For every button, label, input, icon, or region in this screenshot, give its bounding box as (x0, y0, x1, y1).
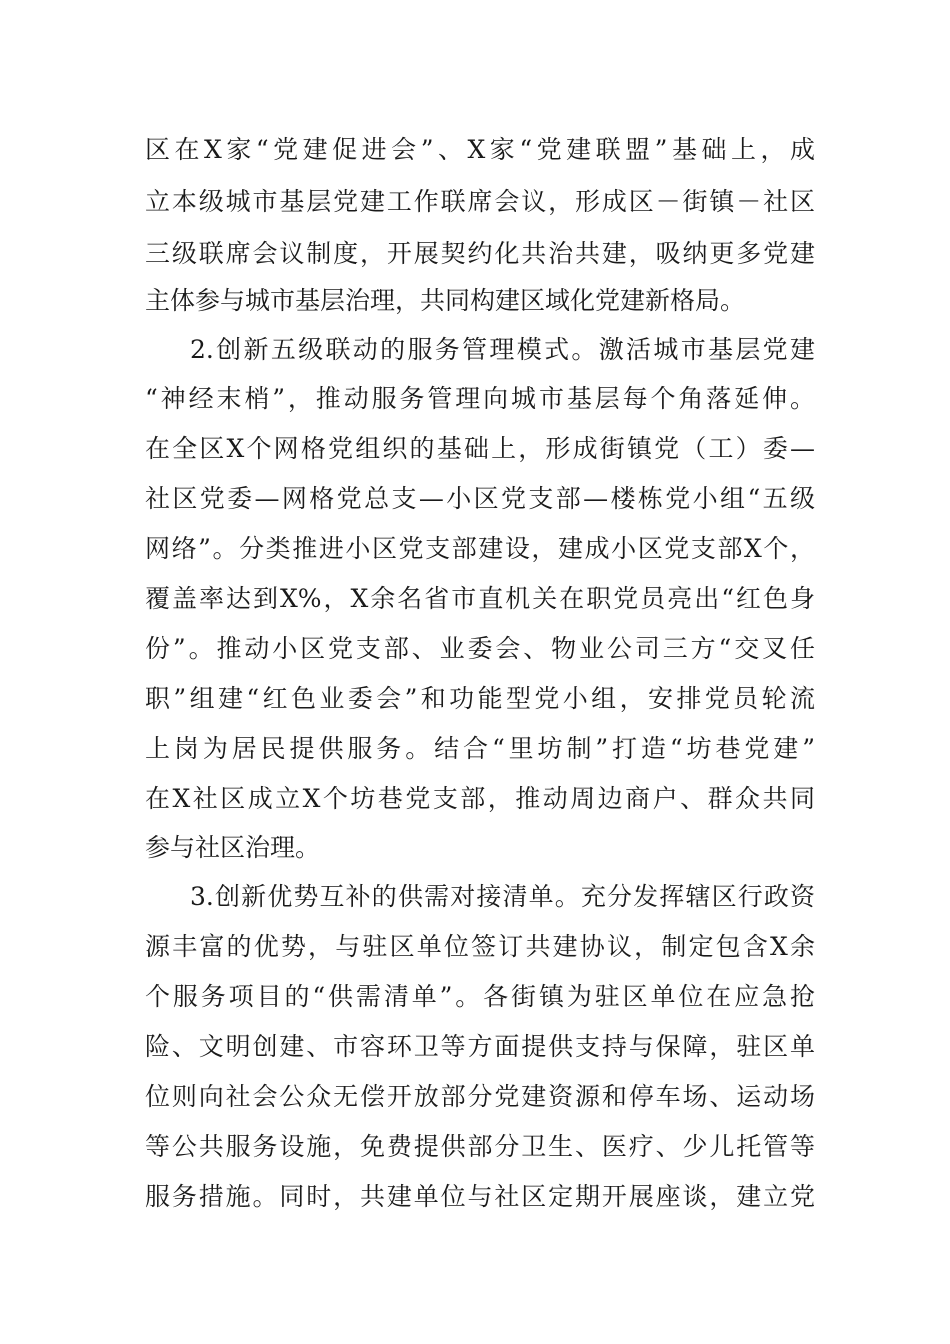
text-line: 源丰富的优势，与驻区单位签订共建协议，制定包含X余 (145, 932, 815, 961)
text-line: 覆盖率达到X%，X余名省市直机关在职党员亮出“红色身 (145, 584, 815, 613)
text-line: 区在X家“党建促进会”、X家“党建联盟”基础上，成 (145, 135, 815, 164)
paragraph-heading-2: 2.创新五级联动的服务管理模式。激活城市基层党建 (190, 335, 815, 364)
text-line: 网络”。分类推进小区党支部建设，建成小区党支部X个， (145, 534, 815, 563)
text-line: 位则向社会公众无偿开放部分党建资源和停车场、运动场 (145, 1082, 815, 1111)
text-line: 险、文明创建、市容环卫等方面提供支持与保障，驻区单 (145, 1032, 815, 1061)
text-line: 上岗为居民提供服务。结合“里坊制”打造“坊巷党建” (145, 734, 815, 763)
text-line: 份”。推动小区党支部、业委会、物业公司三方“交叉任 (145, 634, 815, 663)
text-line: 等公共服务设施，免费提供部分卫生、医疗、少儿托管等 (145, 1132, 815, 1161)
text-line: 参与社区治理。 (145, 833, 321, 862)
text-line: 在全区X个网格党组织的基础上，形成街镇党（工）委— (145, 434, 815, 463)
text-line: “神经末梢”，推动服务管理向城市基层每个角落延伸。 (145, 384, 815, 413)
text-line: 服务措施。同时，共建单位与社区定期开展座谈，建立党 (145, 1182, 815, 1211)
text-line: 立本级城市基层党建工作联席会议，形成区－街镇－社区 (145, 187, 815, 216)
paragraph-heading-3: 3.创新优势互补的供需对接清单。充分发挥辖区行政资 (190, 882, 815, 911)
text-line: 社区党委—网格党总支—小区党支部—楼栋党小组“五级 (145, 484, 815, 513)
text-line: 主体参与城市基层治理，共同构建区域化党建新格局。 (145, 286, 746, 315)
text-line: 在X社区成立X个坊巷党支部，推动周边商户、群众共同 (145, 784, 815, 813)
text-line: 个服务项目的“供需清单”。各街镇为驻区单位在应急抢 (145, 982, 815, 1011)
text-line: 职”组建“红色业委会”和功能型党小组，安排党员轮流 (145, 684, 815, 713)
text-line: 三级联席会议制度，开展契约化共治共建，吸纳更多党建 (145, 239, 815, 268)
